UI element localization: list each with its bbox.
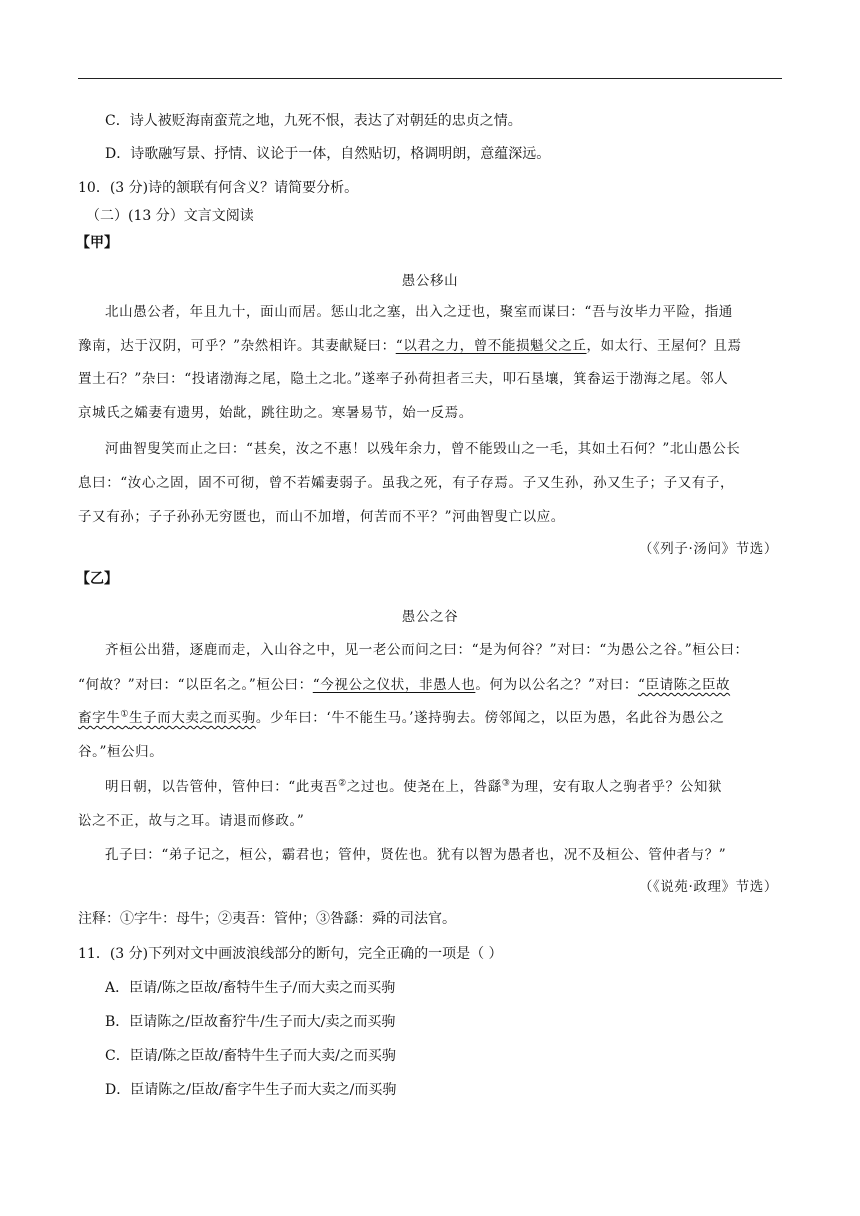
passage-b-line: 谷。”桓公归。 <box>78 744 164 760</box>
text-run: 豫南，达于汉阴，可乎？”杂然相许。其妻献疑曰： <box>78 338 396 354</box>
text-run: ，如太行、王屋何？且焉 <box>586 338 742 354</box>
passage-a-line: 息曰：“汝心之固，固不可彻，曾不若孀妻弱子。虽我之死，有子存焉。子又生孙，孙又生子；子又有子， <box>78 475 735 491</box>
passage-a-line: 置土石？”杂曰：“投诸渤海之尾，隐土之北。”遂率子孙荷担者三夫，叩石垦壤，箕畚运于渤海之尾。邻人 <box>78 371 729 387</box>
passage-b-line: 孔子曰：“弟子记之，桓公，霸君也；管仲，贤佐也。犹有以智为愚者也，况不及桓公、管仲者与？” <box>105 847 727 863</box>
q11-option-d: D．臣请陈之/臣故/畜字牛生子而大卖之/而买驹 <box>105 1082 397 1098</box>
passage-b-line: 讼之不正，故与之耳。请退而修政。” <box>78 813 305 829</box>
text-run: “何故？”对曰：“以臣名之。”桓公曰： <box>78 677 313 693</box>
text-run: 。少年曰：‘牛不能生马。’遂持驹去。傍邻闻之，以臣为愚，名此谷为愚公之 <box>255 710 725 726</box>
q9-option-c: C．诗人被贬海南蛮荒之地，九死不恨，表达了对朝廷的忠贞之情。 <box>105 113 522 129</box>
passage-a-source: （《列子·汤问》节选） <box>638 541 778 557</box>
passage-a-line: 京城氏之孀妻有遗男，始龀，跳往助之。寒暑易节，始一反焉。 <box>78 405 473 421</box>
q11-option-a: A．臣请/陈之臣故/畜特牛生子/而大卖之而买驹 <box>105 980 396 996</box>
passage-b-line <box>78 676 730 694</box>
footnote-marker: ② <box>338 778 347 789</box>
passage-a-line: 河曲智叟笑而止之曰：“甚矣，汝之不惠！以残年余力，曾不能毁山之一毛，其如土石何？”北山愚公长 <box>105 441 741 457</box>
q11-option-c: C．臣请/陈之臣故/畜特牛生子而大卖/之而买驹 <box>105 1048 396 1064</box>
text-run: 为理，安有取人之驹者乎？公知狱 <box>510 779 723 795</box>
wavy-underlined-text <box>78 710 256 726</box>
text-run: 之过也。使尧在上，咎繇 <box>346 779 502 795</box>
section-heading: （二）(13 分）文言文阅读 <box>86 208 254 224</box>
footnote-marker: ① <box>120 709 129 720</box>
underlined-sentence: “今视公之仪状，非愚人也 <box>312 677 476 693</box>
q11-option-b: B．臣请陈之/臣故畜狞牛/生子而大/卖之而买驹 <box>105 1014 396 1030</box>
passage-b-line <box>78 709 724 727</box>
text-run: 明日朝，以告管仲，管仲曰：“此夷吾 <box>105 779 339 795</box>
header-rule <box>78 78 782 79</box>
passage-a-line: 子又有孙；子子孙孙无穷匮也，而山不加增，何苦而不平？”河曲智叟亡以应。 <box>78 509 565 525</box>
wavy-underlined-text: “臣请陈之臣故 <box>637 677 731 693</box>
passage-a-title: 愚公移山 <box>401 273 459 289</box>
q9-option-d: D．诗歌融写景、抒情、议论于一体，自然贴切，格调明朗，意蕴深远。 <box>105 146 551 162</box>
footnote-marker: ③ <box>501 778 511 789</box>
passage-a-marker: 【甲】 <box>76 235 118 251</box>
passage-a-line: 北山愚公者，年且九十，面山而居。惩山北之塞，出入之迂也，聚室而谋曰：“吾与汝毕力平险，指通 <box>105 304 733 320</box>
passage-b-marker: 【乙】 <box>76 571 118 587</box>
passage-b-line <box>105 778 722 796</box>
question-11: 11．(3 分)下列对文中画波浪线部分的断句，完全正确的一项是（ ） <box>78 946 503 962</box>
underlined-sentence: “以君之力，曾不能损魁父之丘 <box>395 338 587 354</box>
passage-b-source: （《说苑·政理》节选） <box>638 879 778 895</box>
text-run: 畜字牛 <box>78 710 121 726</box>
text-run: 。何为以公名之？”对曰： <box>475 677 638 693</box>
passage-b-title: 愚公之谷 <box>401 609 459 625</box>
question-10: 10．(3 分)诗的颔联有何含义？请简要分析。 <box>78 180 359 196</box>
passage-b-line: 齐桓公出猎，逐鹿而走，入山谷之中，见一老公而问之曰：“是为何谷？”对曰：“为愚公之谷。”桓公曰： <box>105 642 749 658</box>
passage-a-line <box>78 337 742 355</box>
footnotes: 注释：①字牛：母牛；②夷吾：管仲；③咎繇：舜的司法官。 <box>78 911 456 927</box>
text-run: 生子而大卖之而买驹 <box>128 710 256 726</box>
